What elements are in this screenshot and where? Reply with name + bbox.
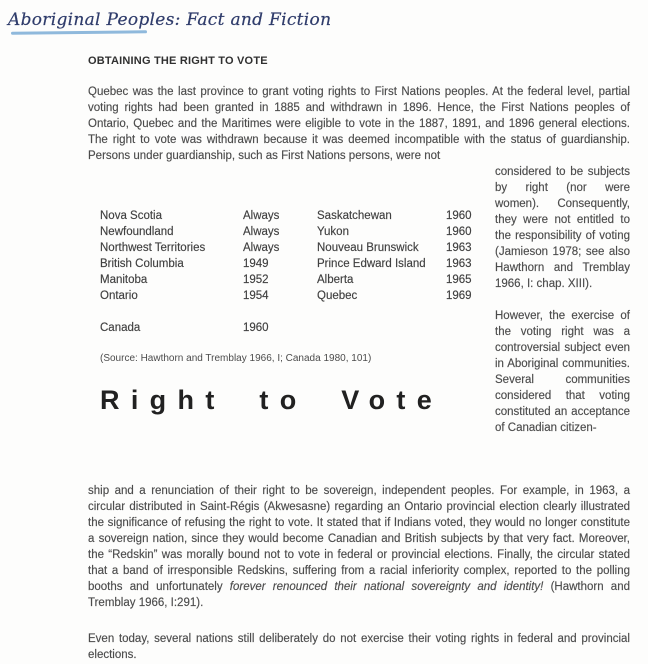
province-year: 1952 [243,274,269,286]
province-name: Nova Scotia [100,210,163,222]
paragraph-however-continued [88,483,630,611]
table-source-note: (Source: Hawthorn and Tremblay 1966, I; Canada 1980, 101) [100,353,372,364]
figure-heading-right-to-vote: Right to Vote [100,385,444,415]
province-name: Northwest Territories [100,242,206,254]
country-name: Canada [100,322,141,334]
province-name: Nouveau Brunswick [317,242,419,254]
province-name: Alberta [317,274,354,286]
title-underline-stroke [11,30,147,34]
citation: (Hawthorn and Tremblay 1966, I:291). [88,581,630,609]
province-year: 1960 [446,210,472,222]
province-year: 1963 [446,242,472,254]
province-year: 1960 [446,226,472,238]
province-name: Prince Edward Island [317,258,426,270]
page-header [0,0,648,34]
figure-and-sidetext-row [88,164,630,475]
province-name: British Columbia [100,258,184,270]
province-name: Saskatchewan [317,210,392,222]
province-year: 1969 [446,290,472,302]
paragraph-intro-continued: considered to be subjects by right (nor were women). Consequently, they were not entitled to the responsibility of voting (Jamieson 1978; see also Hawthorn and Tremblay 1966, I: chap. XIII). [495,166,630,290]
province-name: Yukon [317,226,349,238]
province-year: 1963 [446,258,472,270]
section-heading: OBTAINING THE RIGHT TO VOTE [88,55,268,67]
paragraph-closing: Even today, several nations still deliberately do not exercise their voting rights in federal and provincial elections. [88,633,630,661]
country-year: 1960 [243,322,269,334]
province-name: Ontario [100,290,138,302]
emphasized-quote: forever renounced their national sovereignty and identity! [229,581,544,593]
paragraph-intro: Quebec was the last province to grant voting rights to First Nations peoples. At the federal level, partial voting rights had been granted in 1885 and withdrawn in 1896. Hence, the First Nations peoples of Ontario, Quebec and the Maritimes were eligible to vote in the 1887, 1891, and 1896 general elections. The right to vote was withdrawn because it was deemed incompatible with the status of guardianship. Persons under guardianship, such as First Nations persons, were not [88,86,630,162]
paragraph-however: However, the exercise of the voting right was a controversial subject even in Aboriginal communities. Several communities considered that voting constituted an acceptance of Canadian citizen- [495,310,630,434]
province-year: 1949 [243,258,269,270]
table-row-spacer [100,304,486,320]
wrapped-text-column [495,164,630,436]
province-name: Newfoundland [100,226,174,238]
province-name: Manitoba [100,274,148,286]
document-body [88,55,630,663]
province-year: Always [243,242,280,254]
vote-year-table [100,208,495,336]
province-year: Always [243,226,280,238]
province-year: 1965 [446,274,472,286]
province-year: Always [243,210,280,222]
province-year: 1954 [243,290,269,302]
vote-year-figure [88,164,495,475]
paragraph-text: ship and a renunciation of their right to be sovereign, independent peoples. For example, in 1963, a circular distributed in Saint-Régis (Akwesasne) regarding an Ontario provincial election clearly illustrated the significance of refusing the right to vote. It stated that if Indians voted, they would no longer constitute a sovereign nation, since they would become Canadian and British subjects by that very fact. Moreover, the “Redskin” was morally bound not to vote in federal or provincial elections. Finally, the circular stated that a band of irresponsible Redskins, suffering from a racial inferiority complex, reported to the polling booths and unfortunately [88,485,630,593]
page-title: Aboriginal Peoples: Fact and Fiction [8,10,332,30]
province-name: Quebec [317,290,358,302]
